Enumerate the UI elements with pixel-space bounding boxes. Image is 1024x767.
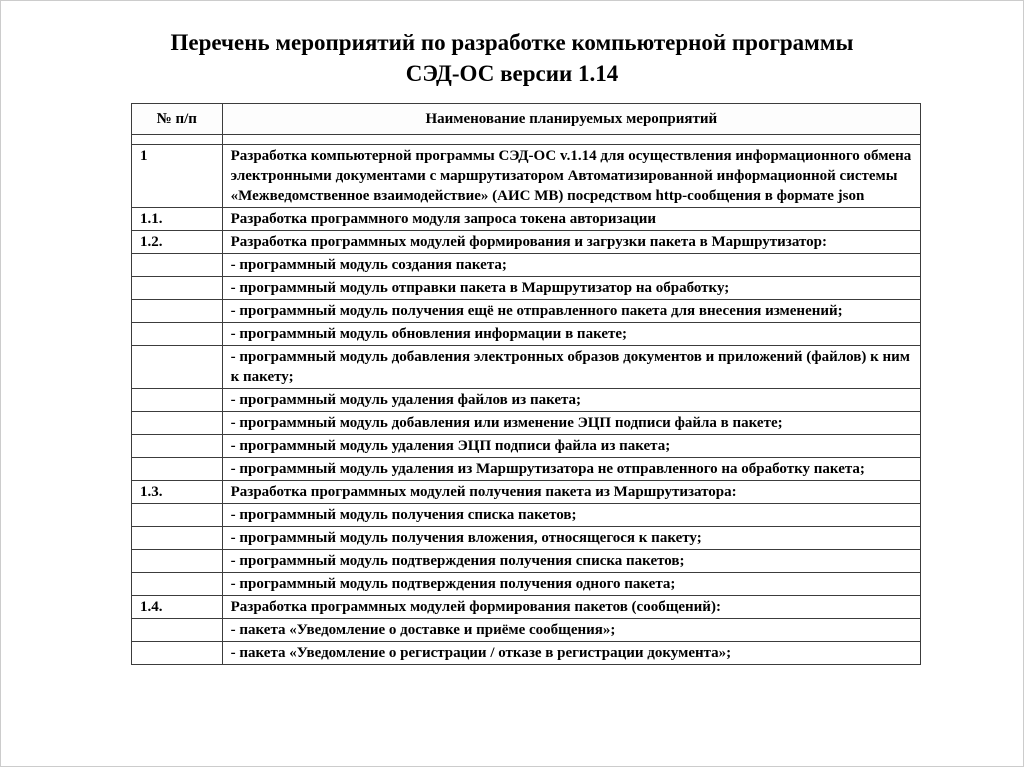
- table-row: [132, 300, 921, 323]
- row-activity-cell: - программный модуль создания пакета;: [222, 254, 920, 277]
- row-activity-cell: - пакета «Уведомление о регистрации / отказе в регистрации документа»;: [222, 642, 920, 665]
- row-number-cell: 1.2.: [132, 231, 223, 254]
- row-activity-cell: Разработка программных модулей формирования и загрузки пакета в Маршрутизатор:: [222, 231, 920, 254]
- row-number-cell: 1: [132, 145, 223, 208]
- table-row: [132, 412, 921, 435]
- row-number-cell: 1.3.: [132, 481, 223, 504]
- table-row: [132, 504, 921, 527]
- column-header-name: Наименование планируемых мероприятий: [222, 104, 920, 135]
- row-number-cell: [132, 642, 223, 665]
- table-row: [132, 527, 921, 550]
- table-row: [132, 346, 921, 389]
- row-number-cell: [132, 435, 223, 458]
- section-row: [132, 208, 921, 231]
- row-number-cell: [132, 619, 223, 642]
- row-activity-cell: Разработка программных модулей получения пакета из Маршрутизатора:: [222, 481, 920, 504]
- row-activity-cell: [222, 135, 920, 145]
- section-row: [132, 596, 921, 619]
- row-activity-cell: - программный модуль обновления информации в пакете;: [222, 323, 920, 346]
- row-activity-cell: - программный модуль добавления электронных образов документов и приложений (файлов) к ним к пакету;: [222, 346, 920, 389]
- row-number-cell: [132, 458, 223, 481]
- row-activity-cell: - программный модуль подтверждения получения одного пакета;: [222, 573, 920, 596]
- row-number-cell: [132, 389, 223, 412]
- column-header-number: № п/п: [132, 104, 223, 135]
- activities-table-body: [132, 135, 921, 665]
- table-row: [132, 573, 921, 596]
- page-title: [1, 27, 1023, 89]
- row-number-cell: [132, 300, 223, 323]
- row-activity-cell: - программный модуль получения ещё не отправленного пакета для внесения изменений;: [222, 300, 920, 323]
- row-number-cell: [132, 254, 223, 277]
- page-title-line2: СЭД-ОС версии 1.14: [405, 61, 619, 86]
- row-number-cell: [132, 277, 223, 300]
- row-activity-cell: Разработка компьютерной программы СЭД-ОС v.1.14 для осуществления информационного обмена электронными документами с маршрутизатором Автоматизированной информационной системы «Межведомственное взаимодействие» (АИС МВ) посредством http-сообщения в формате json: [222, 145, 920, 208]
- row-number-cell: [132, 550, 223, 573]
- section-row: [132, 481, 921, 504]
- table-row: [132, 254, 921, 277]
- row-activity-cell: - программный модуль удаления из Маршрутизатора не отправленного на обработку пакета;: [222, 458, 920, 481]
- row-activity-cell: - программный модуль получения списка пакетов;: [222, 504, 920, 527]
- row-number-cell: [132, 412, 223, 435]
- row-number-cell: [132, 527, 223, 550]
- row-activity-cell: Разработка программного модуля запроса токена авторизации: [222, 208, 920, 231]
- section-row: [132, 145, 921, 208]
- row-number-cell: [132, 135, 223, 145]
- row-activity-cell: - пакета «Уведомление о доставке и приёме сообщения»;: [222, 619, 920, 642]
- spacer-row: [132, 135, 921, 145]
- table-row: [132, 642, 921, 665]
- activities-table-container: [131, 103, 1023, 665]
- table-row: [132, 550, 921, 573]
- row-activity-cell: - программный модуль получения вложения, относящегося к пакету;: [222, 527, 920, 550]
- row-number-cell: 1.1.: [132, 208, 223, 231]
- section-row: [132, 231, 921, 254]
- row-number-cell: [132, 346, 223, 389]
- table-row: [132, 435, 921, 458]
- row-activity-cell: - программный модуль подтверждения получения списка пакетов;: [222, 550, 920, 573]
- table-row: [132, 323, 921, 346]
- table-row: [132, 389, 921, 412]
- row-activity-cell: - программный модуль удаления ЭЦП подписи файла из пакета;: [222, 435, 920, 458]
- row-activity-cell: - программный модуль отправки пакета в Маршрутизатор на обработку;: [222, 277, 920, 300]
- activities-table: [131, 103, 921, 665]
- row-activity-cell: - программный модуль добавления или изменение ЭЦП подписи файла в пакете;: [222, 412, 920, 435]
- row-number-cell: 1.4.: [132, 596, 223, 619]
- page-title-line1: Перечень мероприятий по разработке компьютерной программы: [170, 30, 854, 55]
- row-activity-cell: Разработка программных модулей формирования пакетов (сообщений):: [222, 596, 920, 619]
- table-header-row: [132, 104, 921, 135]
- table-row: [132, 458, 921, 481]
- table-row: [132, 277, 921, 300]
- row-number-cell: [132, 573, 223, 596]
- row-activity-cell: - программный модуль удаления файлов из пакета;: [222, 389, 920, 412]
- table-row: [132, 619, 921, 642]
- row-number-cell: [132, 504, 223, 527]
- row-number-cell: [132, 323, 223, 346]
